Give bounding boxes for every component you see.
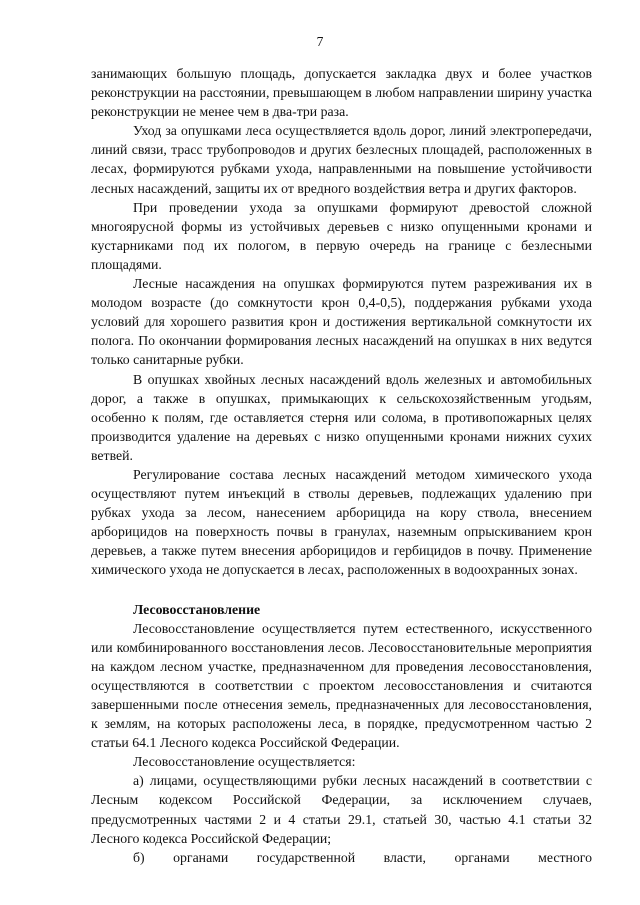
page-number: 7	[316, 34, 324, 49]
paragraph-fire-prevention: В опушках хвойных лесных насаждений вдоль железных и автомобильных дорог, а также в опушках, примыкающих к сельскохозяйственным угодьям, особенно к полям, где оставляется стерня или солома, в противопожарных целях производится удаление на деревьях с низко опущенными кронами нижних сухих ветвей.	[91, 371, 592, 463]
paragraph-edge-thinning: Лесные насаждения на опушках формируются путем разреживания их в молодом возрасте (до сомкнутости крон 0,4-0,5), поддержания рубками ухода условий для хорошего развития крон и достижения вертикальной сомкнутости их полога. По окончании формирования лесных насаждений на опушках в них ведутся только санитарные рубки.	[91, 276, 592, 368]
document-body	[91, 64, 592, 867]
section-heading: Лесовосстановление	[133, 601, 261, 617]
paragraph-chemical-care: Регулирование состава лесных насаждений методом химического ухода осуществляют путем инъекций в стволы деревьев, подлежащих удалению при рубках ухода за лесом, нанесением арборицида на кору ствола, внесением арборицидов на поверхность почвы в гранулах, наземным опрыскиванием крон деревьев, а также путем внесения арборицидов и гербицидов в почву. Применение химического ухода не допускается в лесах, расположенных в водоохранных зонах.	[91, 466, 592, 578]
paragraph-edge-stand: При проведении ухода за опушками формируют древостой сложной многоярусной формы из устойчивых деревьев с низко опущенными кронами и кустарниками под их пологом, в первую очередь на границе с безлесными площадями.	[91, 199, 592, 272]
paragraph-edge-care: Уход за опушками леса осуществляется вдоль дорог, линий электропередачи, линий связи, трасс трубопроводов и других безлесных площадей, расположенных в лесах, формируются рубками ухода, направленными на повышение устойчивости лесных насаждений, защиты их от вредного воздействия ветра и других факторов.	[91, 123, 592, 196]
list-item-a: а) лицами, осуществляющими рубки лесных насаждений в соответствии с Лесным кодексом Российской Федерации, за исключением случаев, предусмотренных частями 2 и 4 статьи 29.1, статьей 30, частью 4.1 статьи 32 Лесного кодекса Российской Федерации;	[91, 773, 592, 846]
list-item-b: б) органами государственной власти, органами местного	[133, 849, 592, 865]
paragraph-reforestation: Лесовосстановление осуществляется путем естественного, искусственного или комбинированного восстановления лесов. Лесовосстановительные мероприятия на каждом лесном участке, предназначенном для проведения лесовосстановления, осуществляются в соответствии с проектом лесовосстановления и считаются завершенными после отнесения земель, предназначенных для лесовосстановления, к землям, на которых расположены леса, в порядке, предусмотренном частью 2 статьи 64.1 Лесного кодекса Российской Федерации.	[91, 620, 592, 751]
paragraph-reforestation-by: Лесовосстановление осуществляется:	[133, 754, 356, 770]
paragraph-continuation: занимающих большую площадь, допускается закладка двух и более участков реконструкции на расстоянии, превышающем в любом направлении ширину участка реконструкции не менее чем в два-три раза.	[91, 66, 592, 120]
